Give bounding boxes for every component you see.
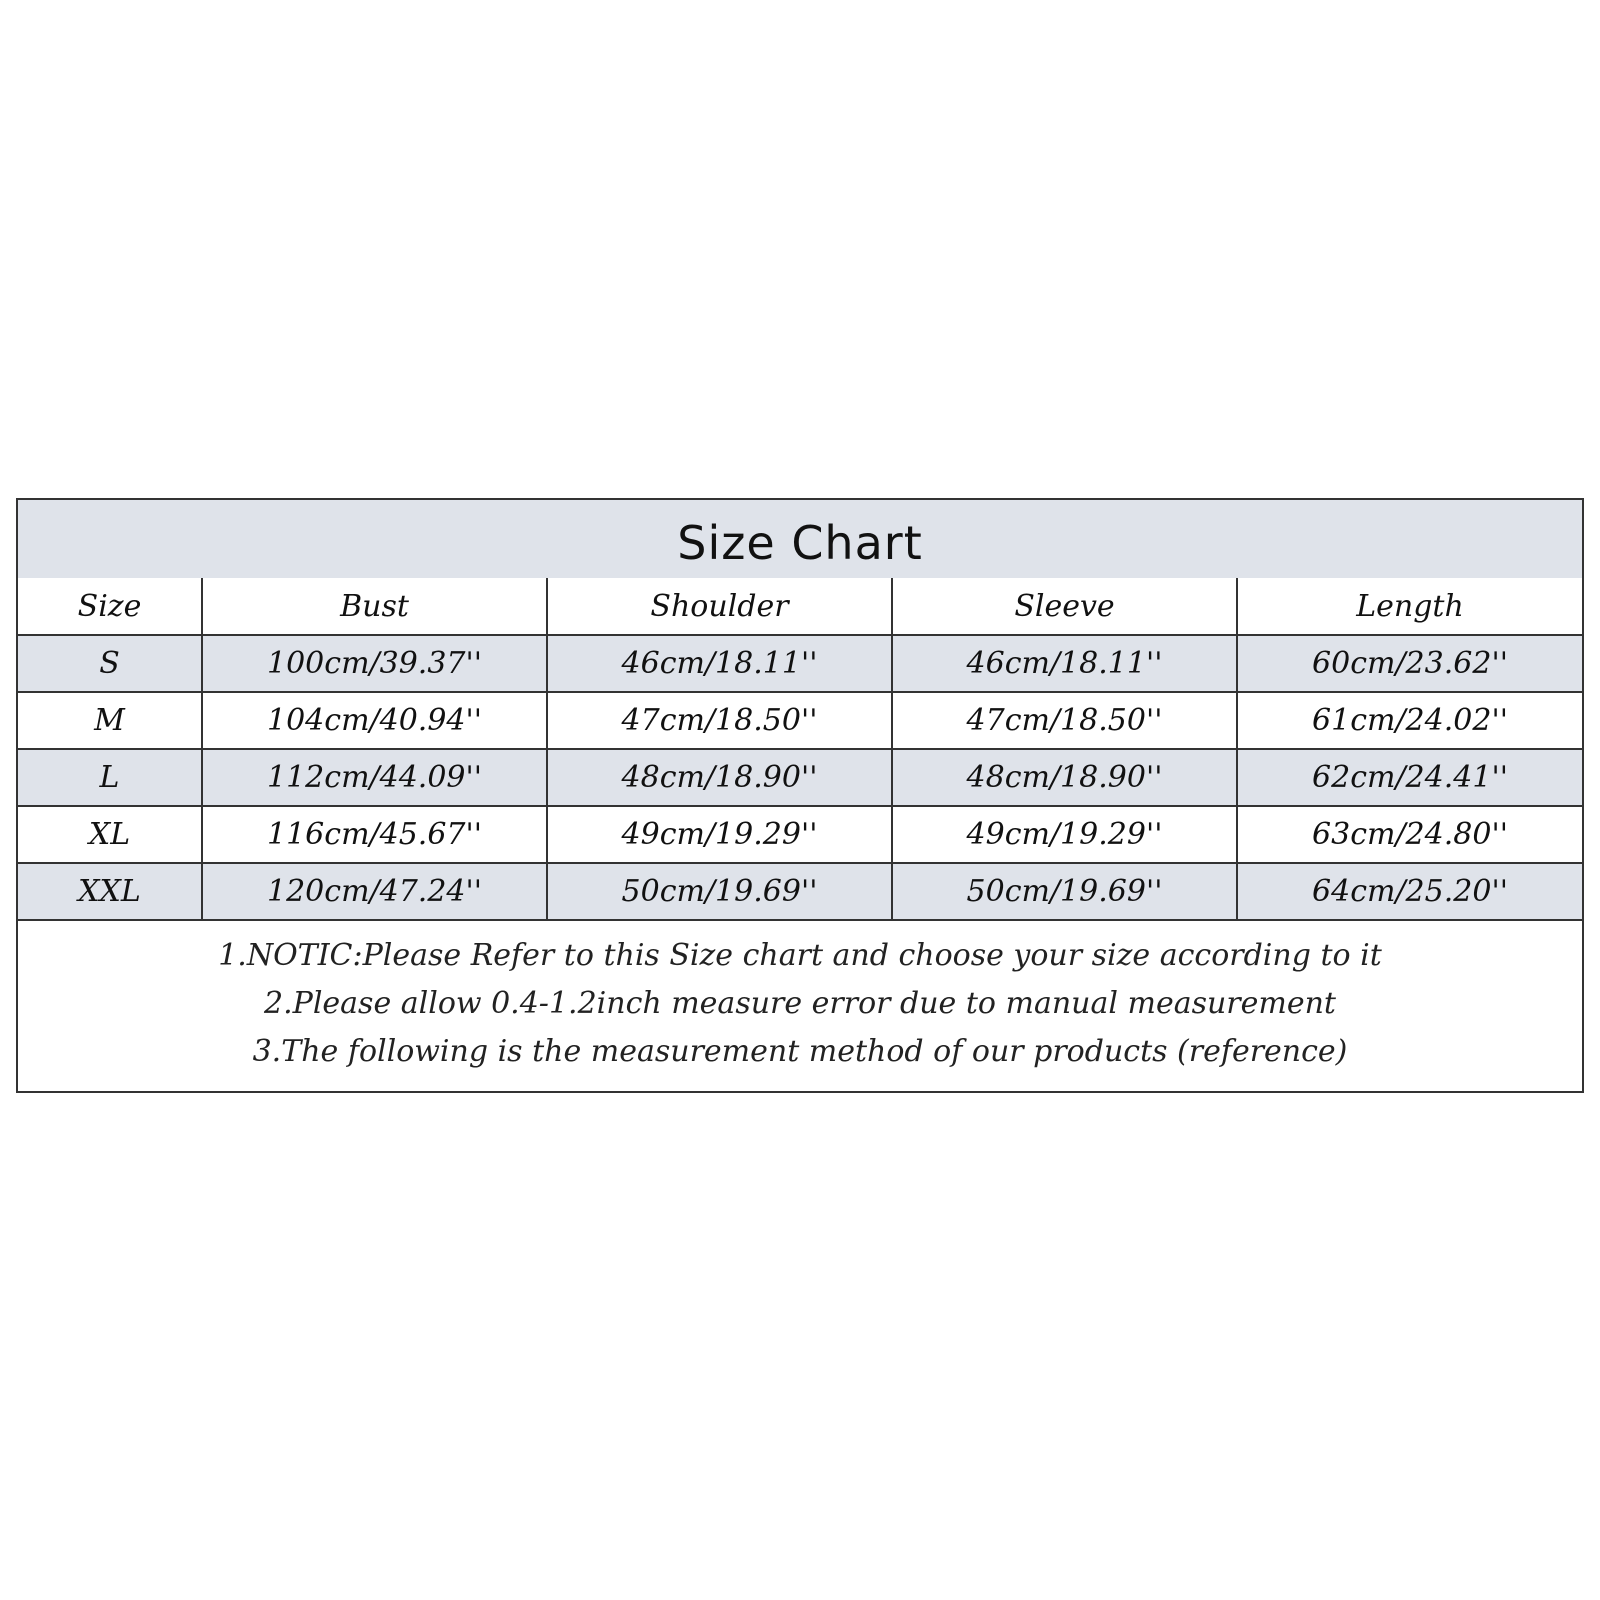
shoulder-cell: 47cm/18.50'' — [548, 693, 893, 748]
length-cell: 61cm/24.02'' — [1312, 703, 1508, 738]
header-bust: Bust — [203, 578, 548, 634]
bust-cell: 120cm/47.24'' — [203, 864, 548, 919]
bust-cell: 112cm/44.09'' — [203, 750, 548, 805]
bust-cell: 100cm/39.37'' — [203, 636, 548, 691]
table-row — [18, 807, 1582, 864]
note-line: 3.The following is the measurement method of our products (reference) — [252, 1034, 1348, 1069]
size-cell: XXL — [18, 864, 203, 919]
length-cell: 64cm/25.20'' — [1312, 874, 1508, 909]
size-cell: XL — [18, 807, 203, 862]
header-sleeve: Sleeve — [893, 578, 1238, 634]
size-chart-table — [16, 498, 1584, 1093]
title-bar — [18, 500, 1582, 580]
size-cell: S — [18, 636, 203, 691]
size-grid — [18, 578, 1582, 921]
bust-cell: 116cm/45.67'' — [203, 807, 548, 862]
sleeve-cell: 50cm/19.69'' — [893, 864, 1238, 919]
size-cell: L — [18, 750, 203, 805]
length-cell: 60cm/23.62'' — [1312, 646, 1508, 681]
note-line: 2.Please allow 0.4-1.2inch measure error due to manual measurement — [264, 986, 1336, 1021]
sleeve-cell: 46cm/18.11'' — [893, 636, 1238, 691]
table-row — [18, 693, 1582, 750]
note-line: 1.NOTIC:Please Refer to this Size chart and choose your size according to it — [218, 938, 1382, 973]
header-size: Size — [18, 578, 203, 634]
chart-title: Size Chart — [677, 516, 923, 570]
table-row — [18, 636, 1582, 693]
length-cell: 62cm/24.41'' — [1312, 760, 1508, 795]
shoulder-cell: 50cm/19.69'' — [548, 864, 893, 919]
table-row — [18, 864, 1582, 921]
sleeve-cell: 48cm/18.90'' — [893, 750, 1238, 805]
shoulder-cell: 49cm/19.29'' — [548, 807, 893, 862]
shoulder-cell: 46cm/18.11'' — [548, 636, 893, 691]
shoulder-cell: 48cm/18.90'' — [548, 750, 893, 805]
header-shoulder: Shoulder — [548, 578, 893, 634]
sleeve-cell: 49cm/19.29'' — [893, 807, 1238, 862]
header-length: Length — [1356, 588, 1464, 624]
bust-cell: 104cm/40.94'' — [203, 693, 548, 748]
table-row — [18, 750, 1582, 807]
length-cell: 63cm/24.80'' — [1312, 817, 1508, 852]
size-cell: M — [18, 693, 203, 748]
sleeve-cell: 47cm/18.50'' — [893, 693, 1238, 748]
notes-section — [18, 927, 1582, 1091]
header-row — [18, 578, 1582, 636]
